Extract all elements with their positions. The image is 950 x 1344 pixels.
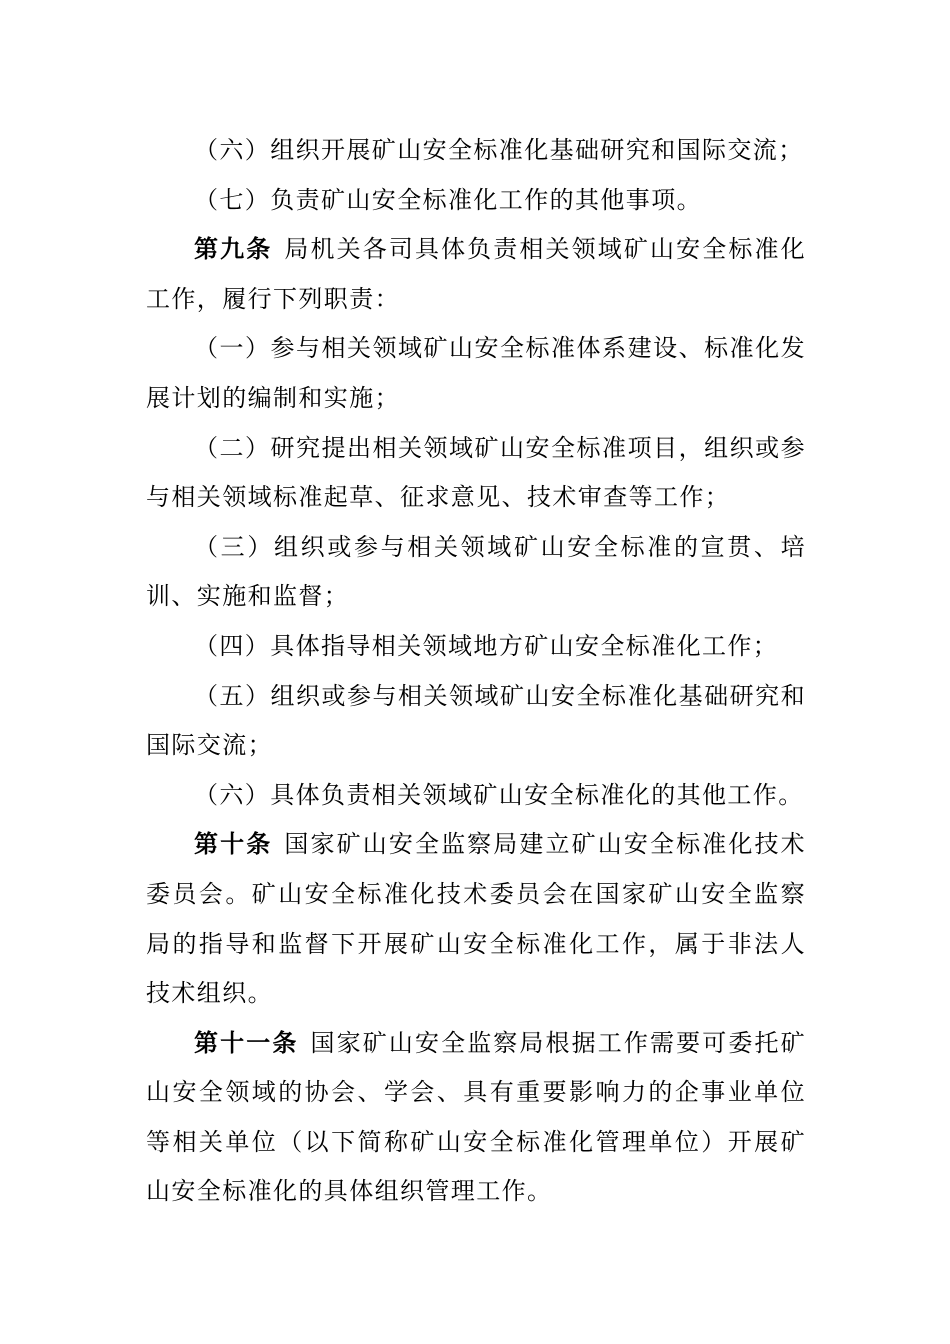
paragraph-item-6 <box>146 126 806 176</box>
article-9 <box>146 225 806 324</box>
paragraph-item-6b <box>146 771 806 821</box>
paragraph-text: （四）具体指导相关领域地方矿山安全标准化工作； <box>194 631 779 660</box>
paragraph-text: （六）具体负责相关领域矿山安全标准化的其他工作。 <box>194 780 804 809</box>
paragraph-item-7 <box>146 176 806 226</box>
article-heading: 第十条 <box>194 830 273 859</box>
paragraph-item-5 <box>146 672 806 771</box>
article-heading: 第十一条 <box>194 1028 299 1057</box>
document-body <box>146 126 806 1217</box>
paragraph-text: 国家矿山安全监察局建立矿山安全标准化技术委员会。矿山安全标准化技术委员会在国家矿山安全监察局的指导和监督下开展矿山安全标准化工作，属于非法人技术组织。 <box>146 830 807 1008</box>
paragraph-item-4 <box>146 622 806 672</box>
paragraph-text: 国家矿山安全监察局根据工作需要可委托矿山安全领域的协会、学会、具有重要影响力的企事业单位等相关单位（以下简称矿山安全标准化管理单位）开展矿山安全标准化的具体组织管理工作。 <box>146 1028 806 1206</box>
paragraph-text: （五）组织或参与相关领域矿山安全标准化基础研究和国际交流； <box>146 681 806 760</box>
paragraph-item-1 <box>146 324 806 423</box>
article-11 <box>146 1019 806 1217</box>
paragraph-text: （三）组织或参与相关领域矿山安全标准的宣贯、培训、实施和监督； <box>146 532 806 611</box>
paragraph-text: （一）参与相关领域矿山安全标准体系建设、标准化发展计划的编制和实施； <box>146 334 806 412</box>
paragraph-item-3 <box>146 523 806 622</box>
paragraph-text: （七）负责矿山安全标准化工作的其他事项。 <box>194 185 702 214</box>
paragraph-item-2 <box>146 424 806 523</box>
paragraph-text: （六）组织开展矿山安全标准化基础研究和国际交流； <box>194 136 804 164</box>
article-heading: 第九条 <box>194 235 273 264</box>
article-10 <box>146 820 806 1018</box>
paragraph-text: （二）研究提出相关领域矿山安全标准项目，组织或参与相关领域标准起草、征求意见、技术审查等工作； <box>146 433 806 512</box>
paragraph-text: 局机关各司具体负责相关领域矿山安全标准化工作，履行下列职责： <box>146 235 807 313</box>
